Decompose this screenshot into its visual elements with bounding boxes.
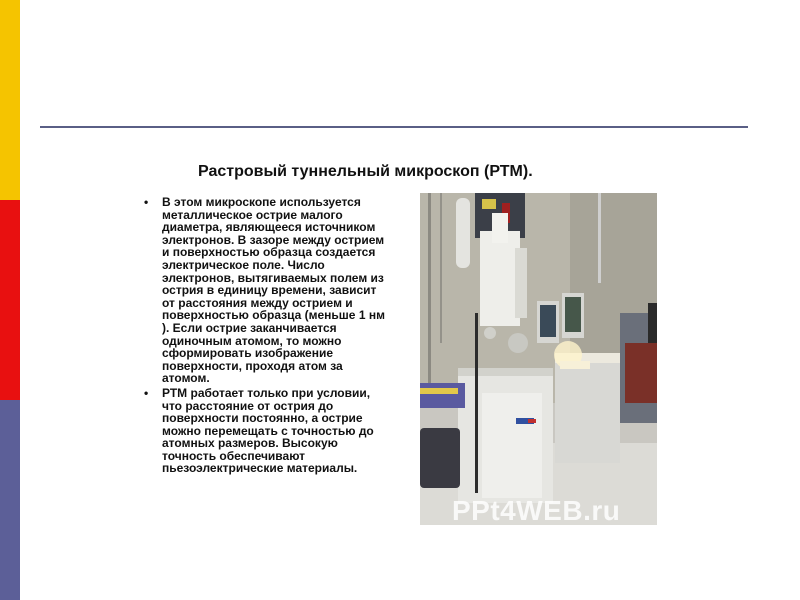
bullet-line: электрическое поле. Число xyxy=(162,257,325,272)
bullet-line: ). Если острие заканчивается xyxy=(162,320,337,335)
bullet-line: пьезоэлектрические материалы. xyxy=(162,461,358,476)
bullet-line: поверхности, проходя атом за xyxy=(162,358,343,373)
bullet-line: острия в единицу времени, зависит xyxy=(162,283,377,298)
bullet-line: диаметра, являющееся источником xyxy=(162,220,376,235)
bullet-line: РТМ работает только при условии, xyxy=(162,385,371,400)
bullet-line: электронов. В зазоре между острием xyxy=(162,232,385,247)
bullet-line: поверхности постоянно, а острие xyxy=(162,411,363,426)
bullet-line: от расстояния между острием и xyxy=(162,295,353,310)
bullet-line: электронов, вытягиваемых полем из xyxy=(162,270,384,285)
bullet-line: поверхностью образца (меньше 1 нм xyxy=(162,308,385,323)
bullet-line: и поверхностью образца создается xyxy=(162,245,376,260)
bullet-line: атомом. xyxy=(162,371,210,386)
bullet-item xyxy=(144,387,414,475)
bullet-line: В этом микроскопе используется xyxy=(162,195,361,209)
bullet-line: что расстояние от острия до xyxy=(162,398,334,413)
title-divider xyxy=(40,126,748,128)
accent-bar-blue xyxy=(0,400,20,600)
watermark: PPt4WEB.ru xyxy=(452,495,621,525)
bullet-list xyxy=(144,196,414,477)
bullet-marker: • xyxy=(144,195,149,209)
bullet-line: можно перемещать с точностью до xyxy=(162,423,374,438)
accent-bar-yellow xyxy=(0,0,20,200)
accent-bar-red xyxy=(0,200,20,400)
microscope-photo xyxy=(420,193,657,525)
bullet-line: одиночным атомом, то можно xyxy=(162,333,342,348)
slide-title: Растровый туннельный микроскоп (РТМ). xyxy=(198,163,533,180)
bullet-marker: • xyxy=(144,385,149,400)
bullet-line: атомных размеров. Высокую xyxy=(162,436,338,451)
bullet-item xyxy=(144,196,414,385)
microscope-photo-image xyxy=(420,193,657,525)
bullet-line: точность обеспечивают xyxy=(162,448,306,463)
bullet-line: сформировать изображение xyxy=(162,346,334,361)
bullet-line: металлическое острие малого xyxy=(162,207,343,222)
